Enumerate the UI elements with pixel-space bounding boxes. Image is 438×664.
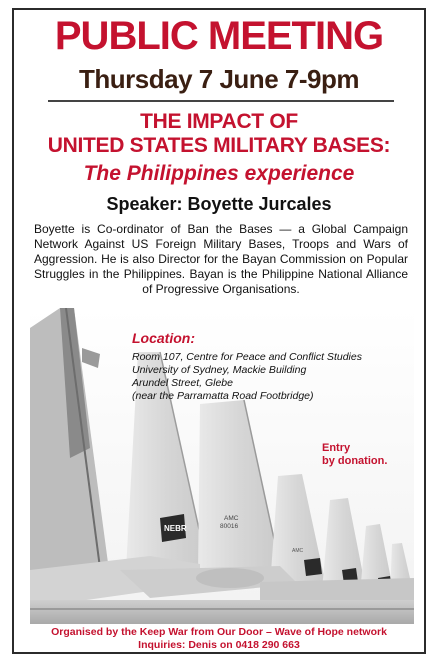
poster-footer: [14, 626, 424, 652]
divider-rule: [48, 100, 394, 102]
location-line: Room 107, Centre for Peace and Conflict Studies: [132, 351, 362, 363]
speaker-bio: Boyette is Co-ordinator of Ban the Bases — a Global Campaign Network Against US Foreign Military Bases, Troops and Wars of Aggression. He is also Director for the Bayan Commission on Popular Struggles in the Philippines. Bayan is the Philippine National Alliance of Progressive Organisations.: [34, 222, 408, 296]
tail-marking-amc: AMC: [224, 515, 239, 522]
event-poster: [12, 8, 426, 654]
location-line: (near the Parramatta Road Footbridge): [132, 390, 314, 402]
location-line: Arundel Street, Glebe: [132, 377, 233, 389]
tail-marking-amc-2: AMC: [292, 548, 304, 554]
talk-title-line-2: UNITED STATES MILITARY BASES:: [47, 134, 391, 157]
inquiries-contact: Inquiries: Denis on 0418 290 663: [138, 639, 300, 651]
talk-subtitle: The Philippines experience: [83, 162, 355, 185]
entry-line-2: by donation.: [322, 455, 388, 467]
location-block: [132, 330, 402, 403]
entry-line-1: Entry: [322, 442, 351, 454]
tail-marking-number: 80016: [220, 523, 239, 530]
location-label: Location:: [132, 330, 195, 346]
event-date-time: Thursday 7 June 7-9pm: [79, 64, 359, 94]
talk-title-line-1: THE IMPACT OF: [140, 110, 298, 133]
poster-headline: PUBLIC MEETING: [54, 14, 384, 58]
fin-badge: NEBR: [164, 524, 187, 533]
entry-note: [322, 442, 402, 468]
organiser-credit: Organised by the Keep War from Our Door – Wave of Hope network: [51, 626, 387, 638]
location-line: University of Sydney, Mackie Building: [132, 364, 307, 376]
speaker-name: Speaker: Boyette Jurcales: [106, 194, 332, 214]
